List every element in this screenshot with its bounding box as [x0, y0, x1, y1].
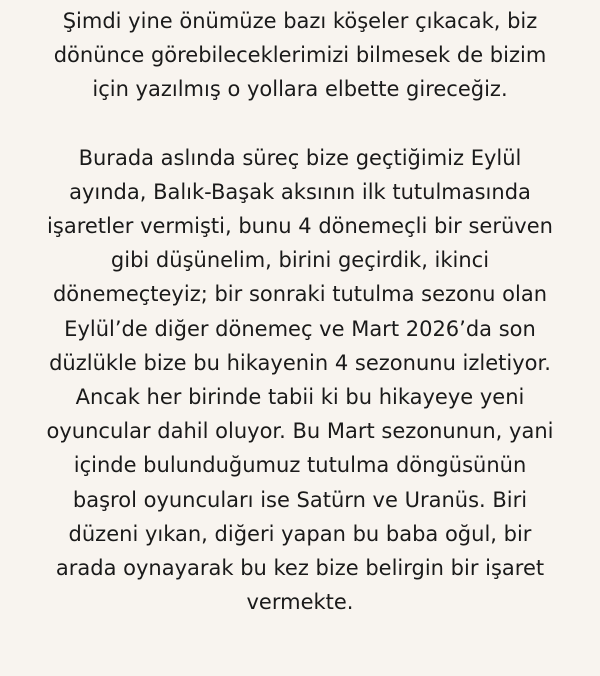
text-line: içinde bulunduğumuz tutulma döngüsünün [73, 453, 527, 478]
text-line: gibi düşünelim, birini geçirdik, ikinci [110, 248, 490, 273]
text-line: ayında, Balık-Başak aksının ilk tutulmasında [69, 179, 531, 204]
text-line: arada oynayarak bu kez bize belirgin bir işaret [55, 556, 545, 581]
text-line: Şimdi yine önümüze bazı köşeler çıkacak, biz [62, 9, 538, 33]
text-line: işaretler vermişti, bunu 4 dönemeçli bir serüven [47, 214, 553, 239]
text-line: için yazılmış o yollara elbette gireceğiz. [92, 77, 508, 102]
text-line: düzeni yıkan, diğeri yapan bu baba oğul, bir [68, 521, 532, 546]
text-line: başrol oyuncuları ise Satürn ve Uranüs. Biri [72, 487, 528, 512]
text-line: dönünce görebileceklerimizi bilmesek de bizim [53, 43, 547, 68]
text-line: Burada aslında süreç bize geçtiğimiz Eylül [78, 145, 522, 170]
text-line: dönemeçteyiz; bir sonraki tutulma sezonu olan [52, 282, 548, 307]
text-line: oyuncular dahil oluyor. Bu Mart sezonunun, yani [46, 419, 554, 444]
text-line: vermekte. [246, 590, 354, 615]
text-line: Eylül’de diğer dönemeç ve Mart 2026’da son [64, 316, 536, 341]
paragraph-spacer [0, 107, 600, 141]
paragraph-2 [0, 141, 600, 620]
text-line: düzlükle bize bu hikayenin 4 sezonunu izletiyor. [49, 350, 551, 375]
paragraph-1 [0, 4, 600, 107]
text-line: Ancak her birinde tabii ki bu hikayeye yeni [75, 385, 525, 410]
